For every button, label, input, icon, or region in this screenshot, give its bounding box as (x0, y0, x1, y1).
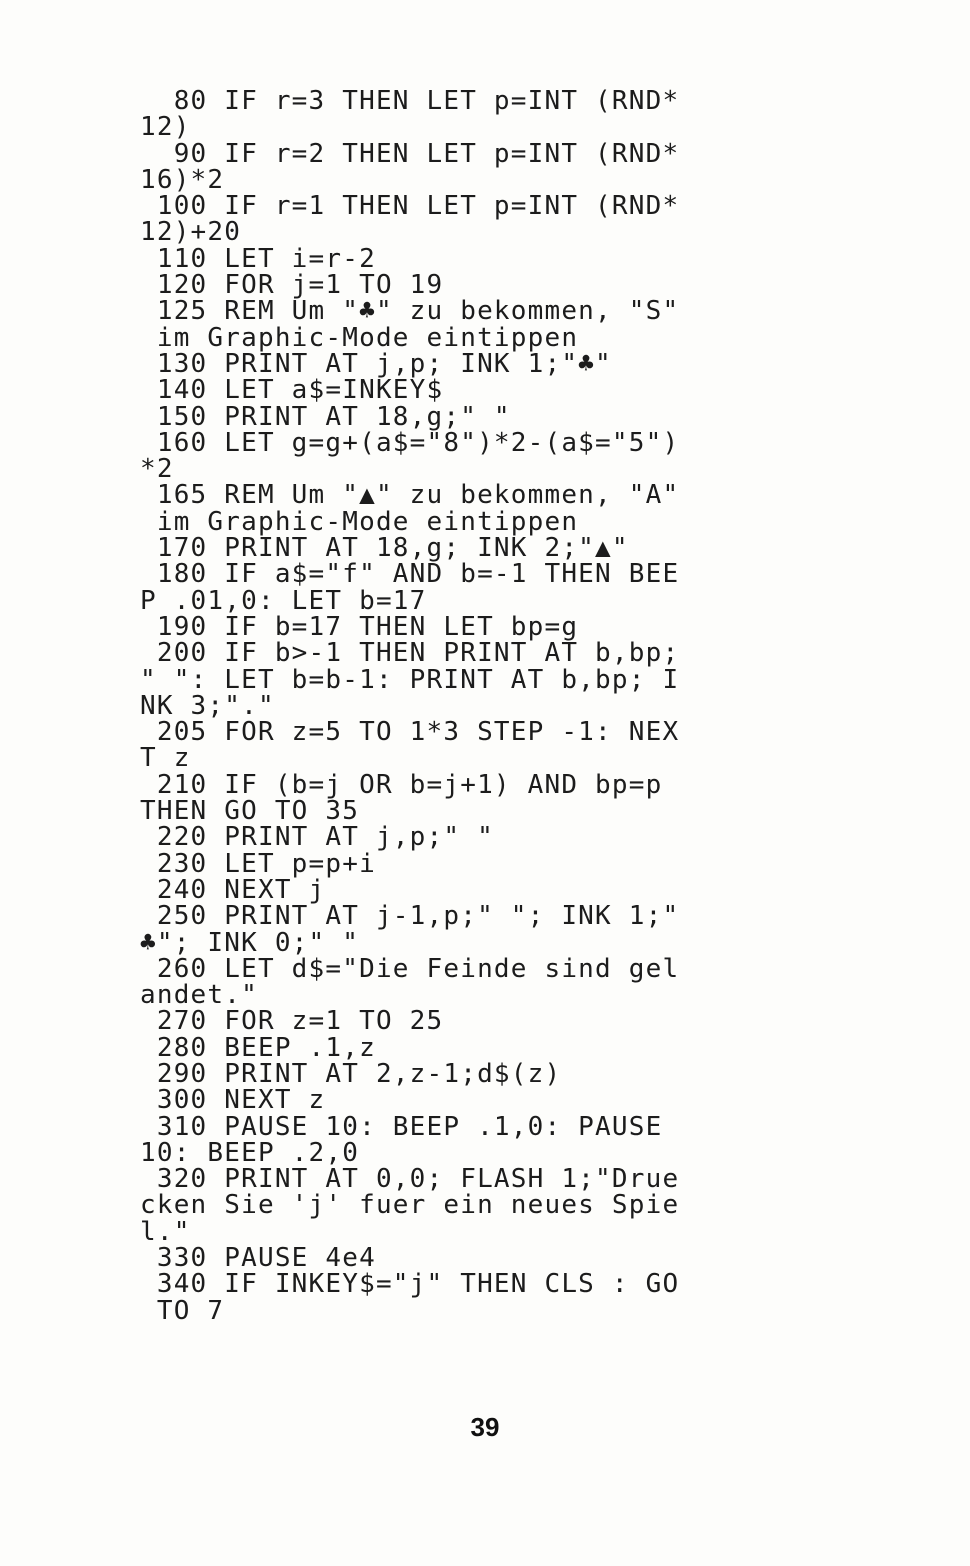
code-line: 130 PRINT AT j,p; INK 1;"♣" (140, 348, 612, 379)
code-line: " ": LET b=b-1: PRINT AT b,bp; I (140, 664, 680, 695)
code-line: 205 FOR z=5 TO 1*3 STEP -1: NEX (140, 717, 680, 748)
code-line: T z (140, 743, 191, 774)
code-line: 320 PRINT AT 0,0; FLASH 1;"Drue (140, 1164, 680, 1195)
code-line: 160 LET g=g+(a$="8")*2-(a$="5") (140, 427, 680, 458)
code-line: andet." (140, 980, 258, 1011)
code-line: 12) (140, 112, 191, 143)
code-line: 270 FOR z=1 TO 25 (140, 1006, 444, 1037)
code-line: 280 BEEP .1,z (140, 1032, 376, 1063)
code-line: 210 IF (b=j OR b=j+1) AND bp=p (140, 769, 663, 800)
code-line: TO 7 (140, 1295, 225, 1326)
page-number: 39 (470, 1412, 500, 1442)
code-line: 90 IF r=2 THEN LET p=INT (RND* (140, 138, 680, 169)
code-line: 180 IF a$="f" AND b=-1 THEN BEE (140, 559, 680, 590)
code-line: 340 IF INKEY$="j" THEN CLS : GO (140, 1269, 680, 1300)
code-line: 190 IF b=17 THEN LET bp=g (140, 611, 579, 642)
code-line: NK 3;"." (140, 690, 275, 721)
code-line: 125 REM Um "♣" zu bekommen, "S" (140, 296, 680, 327)
code-line: 12)+20 (140, 217, 242, 248)
code-line: 140 LET a$=INKEY$ (140, 375, 444, 406)
code-line: 110 LET i=r-2 (140, 243, 376, 274)
code-line: 120 FOR j=1 TO 19 (140, 270, 444, 301)
code-line: 150 PRINT AT 18,g;" " (140, 401, 511, 432)
code-line: 310 PAUSE 10: BEEP .1,0: PAUSE (140, 1111, 663, 1142)
code-line: 230 LET p=p+i (140, 848, 376, 879)
code-line: THEN GO TO 35 (140, 796, 360, 827)
code-line: 100 IF r=1 THEN LET p=INT (RND* (140, 191, 680, 222)
code-line: 290 PRINT AT 2,z-1;d$(z) (140, 1058, 562, 1089)
code-line: l." (140, 1216, 191, 1247)
code-line: P .01,0: LET b=17 (140, 585, 427, 616)
code-line: 170 PRINT AT 18,g; INK 2;"▲" (140, 533, 629, 564)
code-line: im Graphic-Mode eintippen (140, 506, 579, 537)
basic-program-listing (140, 88, 780, 1324)
code-line: ♣"; INK 0;" " (140, 927, 360, 958)
code-line: *2 (140, 454, 174, 485)
code-line: im Graphic-Mode eintippen (140, 322, 579, 353)
code-line: 10: BEEP .2,0 (140, 1137, 360, 1168)
code-line: 80 IF r=3 THEN LET p=INT (RND* (140, 86, 680, 116)
code-line: 220 PRINT AT j,p;" " (140, 822, 494, 853)
code-line: 300 NEXT z (140, 1085, 326, 1116)
code-line: 240 NEXT j (140, 874, 326, 905)
code-line: 16)*2 (140, 164, 225, 195)
code-line: 250 PRINT AT j-1,p;" "; INK 1;" (140, 901, 680, 932)
code-line: 330 PAUSE 4e4 (140, 1243, 376, 1274)
code-line: 200 IF b>-1 THEN PRINT AT b,bp; (140, 638, 680, 669)
code-line: 165 REM Um "▲" zu bekommen, "A" (140, 480, 680, 511)
code-line: 260 LET d$="Die Feinde sind gel (140, 953, 680, 984)
code-line: cken Sie 'j' fuer ein neues Spie (140, 1190, 680, 1221)
